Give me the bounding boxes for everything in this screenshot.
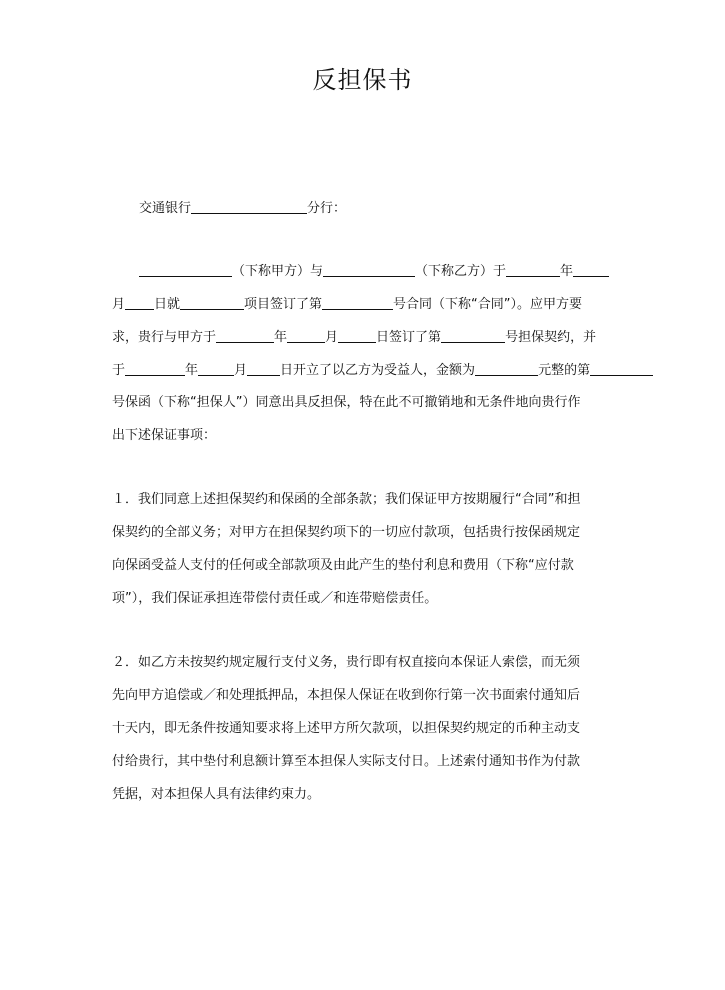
intro-text: 日签订了第 [376, 330, 442, 345]
intro-line-2 [112, 295, 582, 314]
addressee-bank: 交通银行 [139, 201, 192, 216]
branch-name-blank [191, 199, 307, 214]
year-blank [506, 262, 560, 277]
party-b-blank [323, 262, 415, 277]
intro-text: 年 [185, 363, 199, 378]
intro-text: 求，贵行与甲方于 [112, 330, 217, 345]
day-blank [247, 361, 280, 376]
clause1-line: １．我们同意上述担保契约和保函的全部条款；我们保证甲方按期履行“合同”和担 [112, 492, 581, 507]
month-blank [287, 328, 325, 343]
guarantee-no-blank [590, 361, 653, 376]
intro-text: （下称甲方）与 [232, 264, 324, 279]
intro-line-1 [139, 262, 609, 281]
intro-line-5: 号保函（下称“担保人”）同意出具反担保，特在此不可撤销地和无条件地向贵行作 [112, 395, 581, 410]
clause1-line: 项”），我们保证承担连带偿付责任或／和连带赔偿责任。 [112, 591, 438, 606]
clause1-line: 保契约的全部义务；对甲方在担保契约项下的一切应付款项，包括贵行按保函规定 [112, 525, 581, 540]
addressee-suffix: 分行： [307, 201, 347, 216]
addressee-line [139, 199, 346, 218]
clause1-line: 向保函受益人支付的任何或全部款项及由此产生的垫付利息和费用（下称“应付款 [112, 558, 574, 573]
contract-no-blank [322, 295, 393, 310]
clause2-line: 十天内，即无条件按通知要求将上述甲方所欠款项，以担保契约规定的币种主动支 [112, 721, 581, 736]
clause2-line: 付给贵行，其中垫付利息额计算至本担保人实际支付日。上述索付通知书作为付款 [112, 754, 581, 769]
year-blank [216, 328, 274, 343]
intro-text: 号担保契约，并 [505, 330, 597, 345]
guarantee-contract-no-blank [441, 328, 505, 343]
intro-text: 年 [274, 330, 288, 345]
intro-line-3 [112, 328, 596, 347]
party-a-blank [139, 262, 232, 277]
intro-text: 项目签订了第 [244, 297, 323, 312]
document-title: 反担保书 [312, 66, 413, 94]
intro-text: 年 [560, 264, 574, 279]
clause2-line: 先向甲方追偿或／和处理抵押品，本担保人保证在收到你行第一次书面索付通知后 [112, 688, 581, 703]
year-blank [125, 361, 185, 376]
intro-text: 月 [112, 297, 126, 312]
clause2-line: 凭据，对本担保人具有法律约束力。 [112, 787, 321, 802]
intro-text: 日开立了以乙方为受益人，金额为 [280, 363, 476, 378]
intro-text: 号合同（下称“合同”）。应甲方要 [393, 297, 583, 312]
day-blank [338, 328, 376, 343]
intro-text: 于 [112, 363, 126, 378]
intro-line-4 [112, 361, 653, 380]
intro-text: 月 [234, 363, 248, 378]
month-blank [573, 262, 609, 277]
clause2-line: ２．如乙方未按契约规定履行支付义务，贵行即有权直接向本保证人索偿，而无须 [112, 655, 581, 670]
intro-text: 月 [325, 330, 339, 345]
amount-blank [475, 361, 538, 376]
intro-text: （下称乙方）于 [415, 264, 507, 279]
intro-line-6: 出下述保证事项： [112, 428, 217, 443]
intro-text: 元整的第 [538, 363, 591, 378]
month-blank [198, 361, 234, 376]
intro-text: 日就 [154, 297, 181, 312]
day-blank [125, 295, 154, 310]
project-blank [180, 295, 244, 310]
